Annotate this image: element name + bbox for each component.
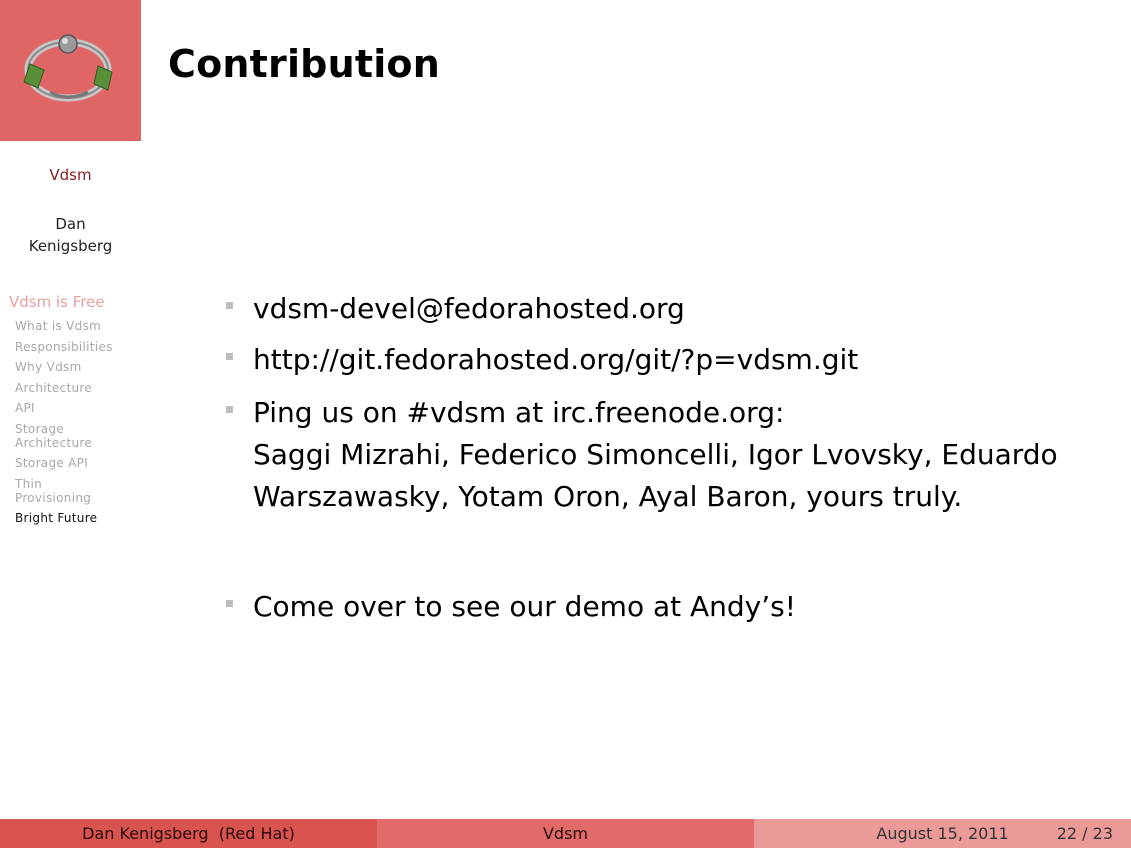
square-bullet-icon [226, 600, 233, 607]
bullet-line: Warszawasky, Yotam Oron, Ayal Baron, yours truly. [253, 480, 963, 513]
sidebar-item-thin-provisioning[interactable]: Thin Provisioning [15, 476, 92, 505]
sidebar-item-storage-api[interactable]: Storage API [15, 456, 89, 470]
bullet-text [253, 392, 1102, 518]
sidebar-item-what-is-vdsm[interactable]: What is Vdsm [15, 319, 102, 333]
footer-date-page [754, 819, 1131, 848]
author-first-name: Dan [55, 215, 86, 233]
footer-title-text: Vdsm [542, 824, 589, 843]
bullet-line: vdsm-devel@fedorahosted.org [253, 292, 685, 325]
sidebar-item-architecture[interactable]: Architecture [15, 380, 93, 395]
sidebar-item-why-vdsm[interactable]: Why Vdsm [15, 360, 82, 374]
author-last-name: Kenigsberg [28, 237, 113, 255]
bullet-line: http://git.fedorahosted.org/git/?p=vdsm.git [253, 343, 859, 376]
sidebar-item-storage-architecture[interactable]: Storage Architecture [15, 421, 93, 450]
footer-author [0, 819, 377, 848]
bullet-line: Ping us on #vdsm at irc.freenode.org: [253, 396, 785, 429]
bullet-text [253, 586, 1102, 628]
bullet-item [222, 586, 1102, 628]
bullet-line: Saggi Mizrahi, Federico Simoncelli, Igor Lvovsky, Eduardo [253, 438, 1058, 471]
sidebar-author [0, 213, 141, 257]
sidebar-section-vdsm-is-free[interactable]: Vdsm is Free [9, 293, 105, 311]
bullet-line: Come over to see our demo at Andy’s! [253, 590, 796, 623]
square-bullet-icon [226, 406, 233, 413]
footer-page-number: 22 / 23 [1056, 824, 1113, 843]
sidebar-short-title[interactable]: Vdsm [49, 166, 92, 184]
footer-date: August 15, 2011 [876, 824, 1009, 843]
sidebar-item-bright-future[interactable]: Bright Future [15, 511, 98, 525]
square-bullet-icon [226, 353, 233, 360]
sidebar-subsection-list [15, 319, 139, 532]
bullet-item [222, 392, 1102, 518]
footer-bar [0, 819, 1131, 848]
vdsm-ring-logo-icon [20, 28, 120, 108]
bullet-item [222, 288, 1102, 330]
sidebar-item-responsibilities[interactable]: Responsibilities [15, 339, 113, 354]
bullet-item [222, 339, 1102, 381]
logo-box [0, 0, 141, 141]
square-bullet-icon [226, 302, 233, 309]
footer-author-text: Dan Kenigsberg (Red Hat) [82, 824, 295, 843]
footer-title [377, 819, 754, 848]
bullet-text[interactable] [253, 288, 1102, 330]
slide-title: Contribution [168, 42, 440, 86]
sidebar-item-api[interactable]: API [15, 401, 35, 415]
bullet-text[interactable] [253, 339, 1102, 381]
